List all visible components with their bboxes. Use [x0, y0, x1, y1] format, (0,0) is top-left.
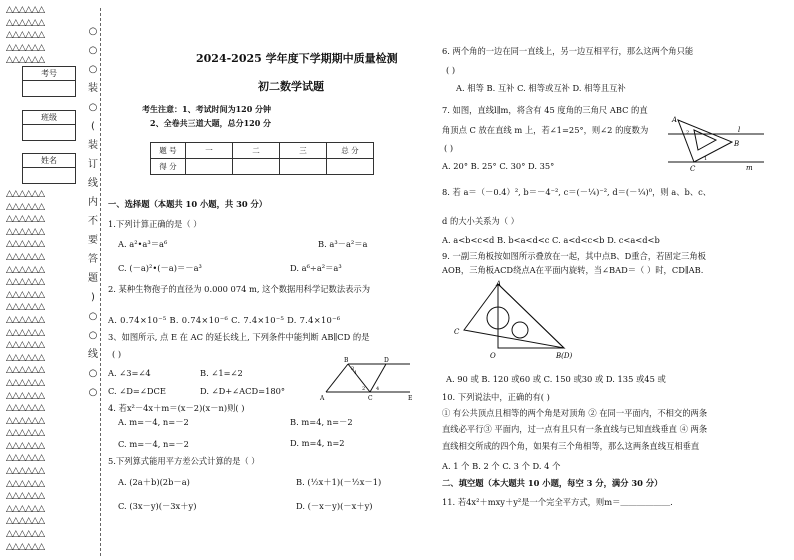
triangle-row: △△△△△△	[6, 503, 45, 514]
class-label: 班级	[23, 111, 75, 125]
label-1: 1	[354, 370, 358, 376]
binding-char: ○	[88, 368, 98, 379]
triangle-row: △△△△△△	[6, 214, 45, 225]
exam-title: 2024-2025 学年度下学期期中质量检测	[196, 52, 398, 65]
q6-paren: ( )	[446, 65, 456, 75]
triangle-row: △△△△△△	[6, 365, 45, 376]
q5-option-c[interactable]: C. (3x－y)(－3x＋y)	[118, 501, 197, 511]
triangle-row: △△△△△△	[6, 516, 45, 527]
triangle-row: △△△△△△	[6, 428, 45, 439]
binding-char: (	[91, 121, 95, 132]
q7-paren: ( )	[444, 143, 454, 153]
triangle-row: △△△△△△	[6, 201, 45, 212]
q5-option-a[interactable]: A. (2a＋b)(2b－a)	[118, 477, 190, 487]
q3-figure	[318, 356, 418, 402]
triangle-row: △△△△△△	[6, 277, 45, 288]
q5-stem: 5.下列算式能用平方差公式计算的是（ ）	[108, 456, 260, 466]
binding-char: 答	[88, 254, 98, 265]
label-a: A	[496, 280, 502, 288]
binding-char: 装	[88, 83, 98, 94]
label-c: C	[454, 328, 460, 336]
binding-char: 装	[88, 140, 98, 151]
score-table	[150, 142, 374, 175]
binding-char: 不	[88, 216, 98, 227]
q6-stem: 6. 两个角的一边在同一直线上，另一边互相平行，那么这两个角只能	[442, 46, 694, 56]
triangle-row: △△△△△△	[6, 390, 45, 401]
q8-line2: d 的大小关系为（ ）	[442, 216, 519, 226]
q4-option-d[interactable]: D. m=4, n=2	[290, 438, 345, 448]
name-label: 姓名	[23, 154, 75, 168]
q7-figure	[668, 112, 766, 172]
q10-line2: 直线必平行③ 平面内，过一点有且只有一条直线与已知直线垂直 ④ 两条	[442, 424, 708, 434]
binding-char: 订	[88, 159, 98, 170]
triangle-row: △△△△△△	[6, 529, 45, 540]
triangle-row: △△△△△△	[6, 340, 45, 351]
triangle-row: △△△△△△	[6, 5, 45, 15]
triangle-row: △△△△△△	[6, 302, 45, 313]
binding-char: 线	[88, 178, 98, 189]
binding-char: ○	[88, 387, 98, 398]
score-input-cell[interactable]	[186, 159, 233, 175]
score-cell: 二	[233, 143, 280, 159]
q7-stem: 7. 如图，直线l∥m，将含有 45 度角的三角尺 ABC 的直	[442, 105, 648, 115]
q9-figure	[448, 278, 598, 362]
q10-line3: 直线相交所成的四个角，如果有三个角相等，那么这两条直线互相垂直	[442, 441, 700, 451]
binding-char: 要	[88, 235, 98, 246]
triangle-row: △△△△△△	[6, 30, 45, 41]
q6-options[interactable]: A. 相等 B. 互补 C. 相等或互补 D. 相等且互补	[456, 83, 626, 93]
line-ab	[326, 364, 348, 392]
binding-char: ○	[88, 45, 98, 56]
q2-stem: 2. 某种生物孢子的直径为 0.000 074 m, 这个数据用科学记数法表示为	[108, 284, 371, 294]
q10-stem: 10. 下列说法中，正确的有( )	[442, 392, 550, 402]
triangle-row: △△△△△△	[6, 491, 45, 502]
label-c: C	[368, 395, 373, 402]
q11-stem: 11. 若4x²＋mxy＋y²是一个完全平方式，则m＝＿＿＿＿＿＿.	[442, 497, 673, 507]
triangle-row: △△△△△△	[6, 403, 45, 414]
q1-option-d[interactable]: D. a⁶÷a²＝a³	[290, 263, 342, 273]
score-cell: 三	[280, 143, 327, 159]
class-field[interactable]	[23, 125, 75, 140]
binding-char: ○	[88, 26, 98, 37]
triangle-row: △△△△△△	[6, 541, 45, 552]
label-a: A	[320, 395, 325, 402]
q3-paren: ( )	[112, 349, 122, 359]
label-m: m	[746, 164, 753, 172]
q2-options[interactable]: A. 0.74×10⁻⁵ B. 0.74×10⁻⁶ C. 7.4×10⁻⁵ D. 7.4×10⁻⁶	[108, 315, 341, 325]
q9-stem: 9. 一副三角板按如图所示叠放在一起，其中点B、D重合，若固定三角板	[442, 251, 706, 261]
triangle-row: △△△△△△	[6, 289, 45, 300]
triangle-row: △△△△△△	[6, 264, 45, 275]
score-cell: 一	[186, 143, 233, 159]
label-l: l	[738, 126, 741, 134]
triangle-row: △△△△△△	[6, 377, 45, 388]
label-b: B	[734, 140, 740, 148]
label-c: C	[690, 165, 696, 172]
label-a: A	[672, 116, 678, 124]
triangle-row: △△△△△△	[6, 226, 45, 237]
q1-option-a[interactable]: A. a²•a³＝a⁶	[118, 239, 168, 249]
triangle-row: △△△△△△	[6, 55, 45, 66]
triangle-row: △△△△△△	[6, 251, 45, 262]
section-1-heading: 一、选择题（本题共 10 小题，共 30 分）	[108, 199, 268, 209]
q1-option-b[interactable]: B. a³－a²＝a	[318, 239, 368, 249]
q5-option-d[interactable]: D. (－x－y)(－x＋y)	[296, 501, 373, 511]
q9-line2: AOB，三角板ACD绕点A在平面内旋转，当∠BAD＝（ ）时，CD∥AB.	[442, 265, 704, 275]
notice-line2: 2、全卷共三道大题，总分120 分	[150, 118, 272, 128]
q10-options[interactable]: A. 1 个 B. 2 个 C. 3 个 D. 4 个	[442, 461, 561, 471]
q1-option-c[interactable]: C. (－a)²•(－a)＝－a³	[118, 263, 202, 273]
binding-char: 线	[88, 349, 98, 360]
q3-stem: 3、如图所示, 点 E 在 AC 的延长线上, 下列条件中能判断 AB∥CD 的是	[108, 332, 370, 342]
label-d: D	[384, 357, 389, 364]
binding-char: 题	[88, 273, 98, 284]
triangle-acd	[464, 284, 564, 348]
triangle-row: △△△△△△	[6, 239, 45, 250]
q7-line2: 角顶点 C 放在直线 m 上，若∠1=25°，则∠2 的度数为	[442, 125, 649, 135]
binding-marks	[86, 22, 100, 402]
q4-option-b[interactable]: B. m=4, n=－2	[290, 417, 353, 427]
q3-option-d[interactable]: D. ∠D+∠ACD=180°	[200, 386, 286, 396]
label-2: 2	[686, 130, 690, 136]
q1-stem: 1.下列计算正确的是（ ）	[108, 219, 202, 229]
q10-line1: ① 有公共顶点且相等的两个角是对顶角 ② 在同一平面内，不相交的两条	[442, 408, 708, 418]
score-cell: 总 分	[327, 143, 374, 159]
exam-number-field[interactable]	[23, 81, 75, 96]
label-b: B	[344, 357, 349, 364]
score-cell: 得 分	[151, 159, 186, 175]
name-field[interactable]	[23, 168, 75, 183]
q9-options[interactable]: A. 90 或 B. 120 或60 或 C. 150 或30 或 D. 135 或45 或	[446, 374, 666, 384]
exam-number-box	[22, 66, 76, 97]
decorative-triangles-top	[6, 4, 45, 67]
triangle-row: △△△△△△	[6, 17, 45, 28]
exam-number-label: 考号	[23, 67, 75, 81]
q8-stem: 8. 若 a＝（－0.4）², b＝－4⁻², c＝(－¼)⁻², d＝(－¼)⁰，则 a、b、c、	[442, 187, 712, 197]
label-3: 3	[351, 366, 355, 372]
q4-stem: 4. 若x²－4x＋m＝(x－2)(x－n)则( )	[108, 403, 245, 413]
q8-options[interactable]: A. a<b<c<d B. b<a<d<c C. a<d<c<b D. c<a<d<b	[442, 235, 660, 245]
triangle-row: △△△△△△	[6, 352, 45, 363]
circle-hole-2	[512, 322, 528, 338]
binding-char: ○	[88, 311, 98, 322]
name-box	[22, 153, 76, 184]
triangle-row: △△△△△△	[6, 415, 45, 426]
binding-char: 内	[88, 197, 98, 208]
score-input-cell[interactable]	[327, 159, 374, 175]
decorative-triangles-bottom	[6, 188, 45, 553]
score-input-cell[interactable]	[233, 159, 280, 175]
q4-option-a[interactable]: A. m=－4, n=－2	[118, 417, 189, 427]
label-e: E	[408, 395, 413, 402]
q7-options[interactable]: A. 20° B. 25° C. 30° D. 35°	[442, 161, 555, 171]
label-o: O	[490, 352, 496, 360]
triangle-row: △△△△△△	[6, 42, 45, 53]
class-box	[22, 110, 76, 141]
q4-option-c[interactable]: C. m=－4, n=－2	[118, 439, 189, 449]
score-input-cell[interactable]	[280, 159, 327, 175]
triangle-row: △△△△△△	[6, 453, 45, 464]
q3-option-c[interactable]: C. ∠D=∠DCE	[108, 386, 166, 396]
triangle-row: △△△△△△	[6, 327, 45, 338]
binding-char: ○	[88, 64, 98, 75]
score-table-header-row	[151, 143, 374, 159]
q3-option-b[interactable]: B. ∠1=∠2	[200, 368, 243, 378]
inner-triangle	[694, 130, 716, 150]
triangle-row: △△△△△△	[6, 478, 45, 489]
notice-line1: 考生注意：1、考试时间为120 分钟	[142, 104, 272, 114]
score-table-score-row	[151, 159, 374, 175]
triangle-row: △△△△△△	[6, 466, 45, 477]
triangle-row: △△△△△△	[6, 189, 45, 199]
q3-option-a[interactable]: A. ∠3=∠4	[108, 368, 151, 378]
label-2: 2	[362, 386, 366, 392]
label-bd: B(D)	[556, 352, 573, 360]
exam-subtitle: 初二数学试题	[258, 80, 324, 93]
section-2-heading: 二、填空题（本大题共 10 小题，每空 3 分，满分 30 分）	[442, 478, 663, 488]
label-1: 1	[704, 156, 708, 162]
q5-option-b[interactable]: B. (½x＋1)(－½x－1)	[296, 477, 382, 487]
label-4: 4	[376, 386, 380, 392]
score-cell: 题 号	[151, 143, 186, 159]
binding-char: )	[91, 292, 95, 303]
triangle-row: △△△△△△	[6, 440, 45, 451]
triangle-row: △△△△△△	[6, 314, 45, 325]
binding-char: ○	[88, 330, 98, 341]
binding-char: ○	[88, 102, 98, 113]
binding-dashed-line	[100, 8, 101, 556]
